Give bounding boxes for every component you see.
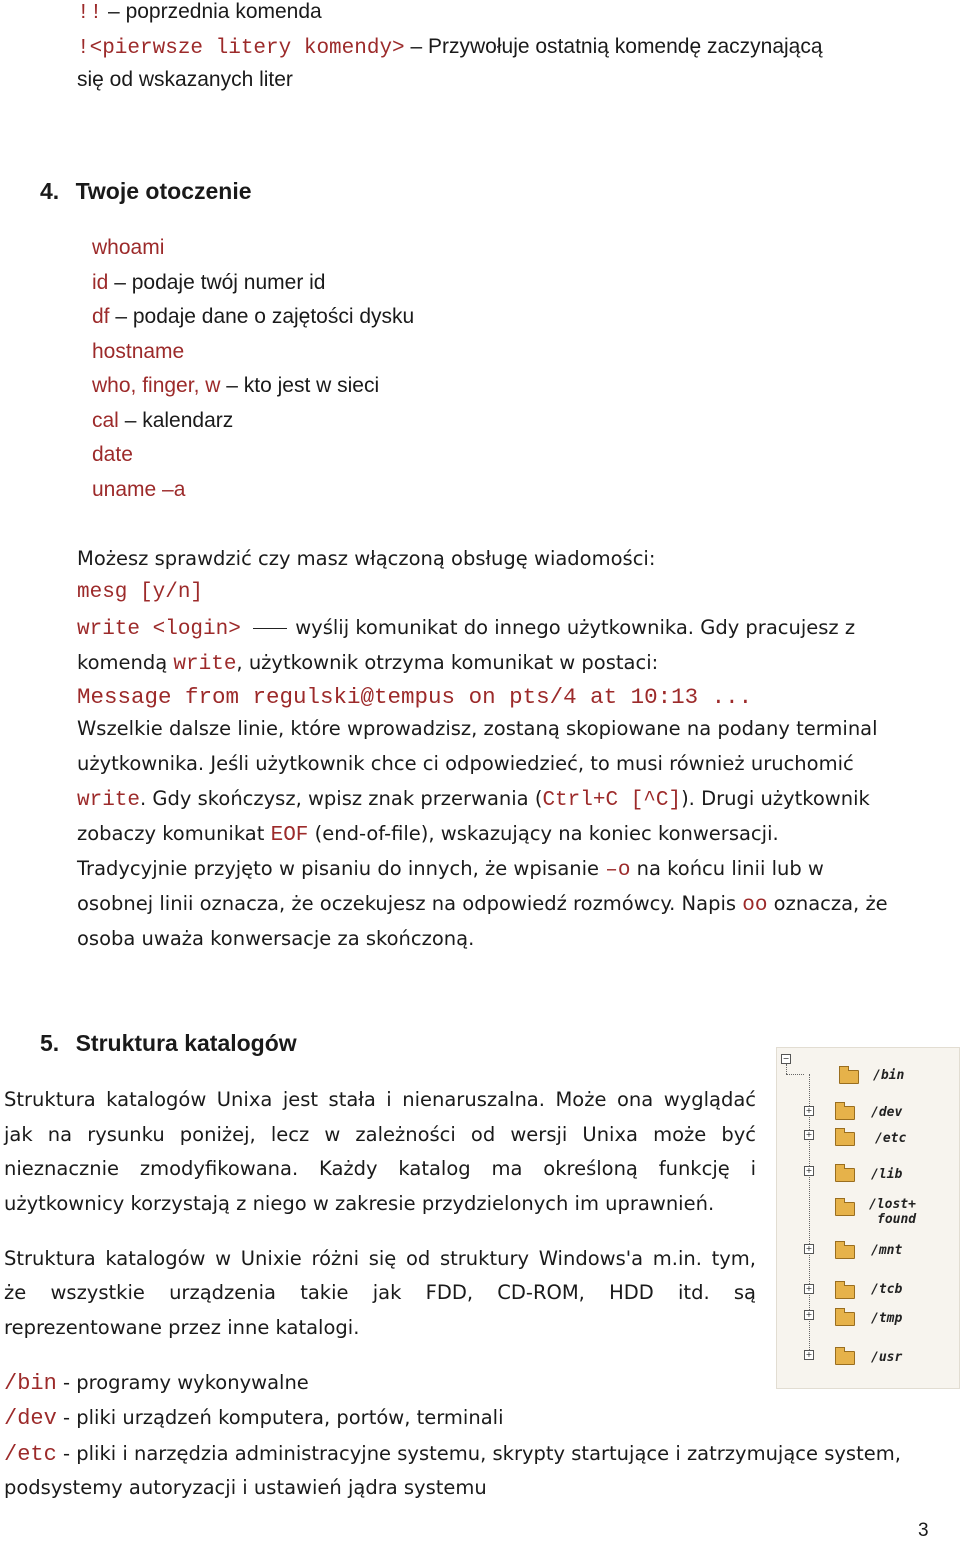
para1-line: Struktura katalogów Unixa jest stała i nienaruszalna. Może ona wyglądać (4, 1088, 756, 1111)
cmd-id: id – podaje twój numer id (92, 271, 326, 294)
history-line-3: się od wskazanych liter (77, 68, 293, 91)
mesg-intro: Możesz sprawdzić czy masz włączoną obsługę wiadomości: (77, 547, 656, 570)
uzytkownika-line: użytkownika. Jeśli użytkownik chce ci odpowiedzieć, to musi również uruchomić (77, 752, 854, 775)
history-line-2 (77, 35, 823, 60)
tree-connector (786, 1064, 787, 1074)
history-line-1 (77, 0, 322, 25)
tree-connector (786, 1074, 804, 1075)
folder-icon (835, 1132, 855, 1146)
tree-label-bin: /bin (873, 1068, 905, 1083)
eof-line: zobaczy komunikat EOF (end-of-file), wskazujący na koniec konwersacji. (77, 822, 779, 847)
komenda-line: komendą write, użytkownik otrzyma komunikat w postaci: (77, 651, 659, 676)
wszelkie-line: Wszelkie dalsze linie, które wprowadzisz, zostaną skopiowane na podany terminal (77, 717, 878, 740)
para1-line: nieznacznie zmodyfikowana. Każdy katalog ma określoną funkcję i (4, 1157, 756, 1180)
folder-icon (835, 1351, 855, 1365)
expand-icon: + (805, 1106, 813, 1115)
tree-label-usr: /usr (871, 1350, 903, 1365)
folder-icon (835, 1106, 855, 1120)
directory-tree-figure (776, 1047, 960, 1389)
expand-icon: + (805, 1130, 813, 1139)
folder-icon (835, 1312, 855, 1326)
para2-line: Struktura katalogów w Unixie różni się od struktury Windows'a m.in. tym, (4, 1247, 756, 1270)
para1-line: jak na rysunku poniżej, lecz w zależności od wersji Unixa może być (4, 1123, 756, 1146)
section-5-heading (40, 1030, 297, 1057)
para2-line: że wszystkie urządzenia takie jak FDD, CD-ROM, HDD itd. są (4, 1281, 756, 1304)
section-4-heading (40, 178, 252, 205)
cmd-hostname: hostname (92, 340, 185, 363)
folder-icon (835, 1168, 855, 1182)
expand-icon: − (782, 1054, 790, 1063)
dir-etc-cont: podsystemy autoryzacji i ustawień jądra systemu (4, 1476, 487, 1499)
tree-label-dev: /dev (871, 1105, 903, 1120)
mesg-command: mesg [y/n] (77, 581, 204, 604)
expand-icon: + (805, 1244, 813, 1253)
osobnej-line: osobnej linii oznacza, że oczekujesz na odpowiedź rozmówcy. Napis oo oznacza, że (77, 892, 888, 917)
cmd-whoami: whoami (92, 236, 165, 259)
expand-icon: + (805, 1284, 813, 1293)
folder-icon (839, 1070, 859, 1084)
history-code: !<pierwsze litery komendy> (77, 37, 405, 60)
history-desc: – poprzednia komenda (102, 0, 322, 23)
folder-icon (835, 1202, 855, 1216)
page-number: 3 (918, 1520, 929, 1541)
cmd-df: df – podaje dane o zajętości dysku (92, 305, 415, 328)
osoba-line: osoba uważa konwersacje za skończoną. (77, 927, 475, 950)
dir-bin: /bin - programy wykonywalne (4, 1371, 309, 1396)
history-code: !! (77, 2, 103, 25)
tree-label-lib: /lib (871, 1167, 903, 1182)
tree-label-etc: /etc (875, 1131, 907, 1146)
tree-label-tmp: /tmp (871, 1311, 903, 1326)
para1-line: użytkownicy korzystają z niego w zakresie przydzielonych im uprawnień. (4, 1192, 715, 1215)
history-desc: – Przywołuje ostatnią komendę zaczynającą (404, 35, 823, 58)
write-ctrl-line: write. Gdy skończysz, wpisz znak przerwania (Ctrl+C [^C]). Drugi użytkownik (77, 787, 870, 812)
dir-dev: /dev - pliki urządzeń komputera, portów, terminali (4, 1406, 504, 1431)
section-number: 5. (40, 1030, 60, 1056)
cmd-who: who, finger, w – kto jest w sieci (92, 374, 380, 397)
cmd-cal: cal – kalendarz (92, 409, 234, 432)
para2-line: reprezentowane przez inne katalogi. (4, 1316, 360, 1339)
expand-icon: + (805, 1310, 813, 1319)
tradycyjnie-line: Tradycyjnie przyjęto w pisaniu do innych, że wpisanie –o na końcu linii lub w (77, 857, 824, 882)
section-number: 4. (40, 178, 60, 204)
folder-icon (835, 1285, 855, 1299)
cmd-date: date (92, 443, 133, 466)
write-line: write <login> wyślij komunikat do innego użytkownika. Gdy pracujesz z (77, 616, 856, 641)
tree-label-lost: /lost+ (869, 1197, 916, 1212)
folder-icon (835, 1245, 855, 1259)
dir-etc: /etc - pliki i narzędzia administracyjne systemu, skrypty startujące i zatrzymujące system, (4, 1442, 901, 1467)
dash-line (253, 628, 287, 629)
cmd-uname: uname –a (92, 478, 186, 501)
section-title: Struktura katalogów (75, 1030, 297, 1056)
tree-label-mnt: /mnt (871, 1243, 903, 1258)
message-example: Message from regulski@tempus on pts/4 at 10:13 ... (77, 684, 753, 710)
expand-icon: + (805, 1350, 813, 1359)
section-title: Twoje otoczenie (75, 178, 252, 204)
tree-label-tcb: /tcb (871, 1282, 903, 1297)
tree-label-found: found (877, 1212, 917, 1227)
expand-icon: + (805, 1166, 813, 1175)
